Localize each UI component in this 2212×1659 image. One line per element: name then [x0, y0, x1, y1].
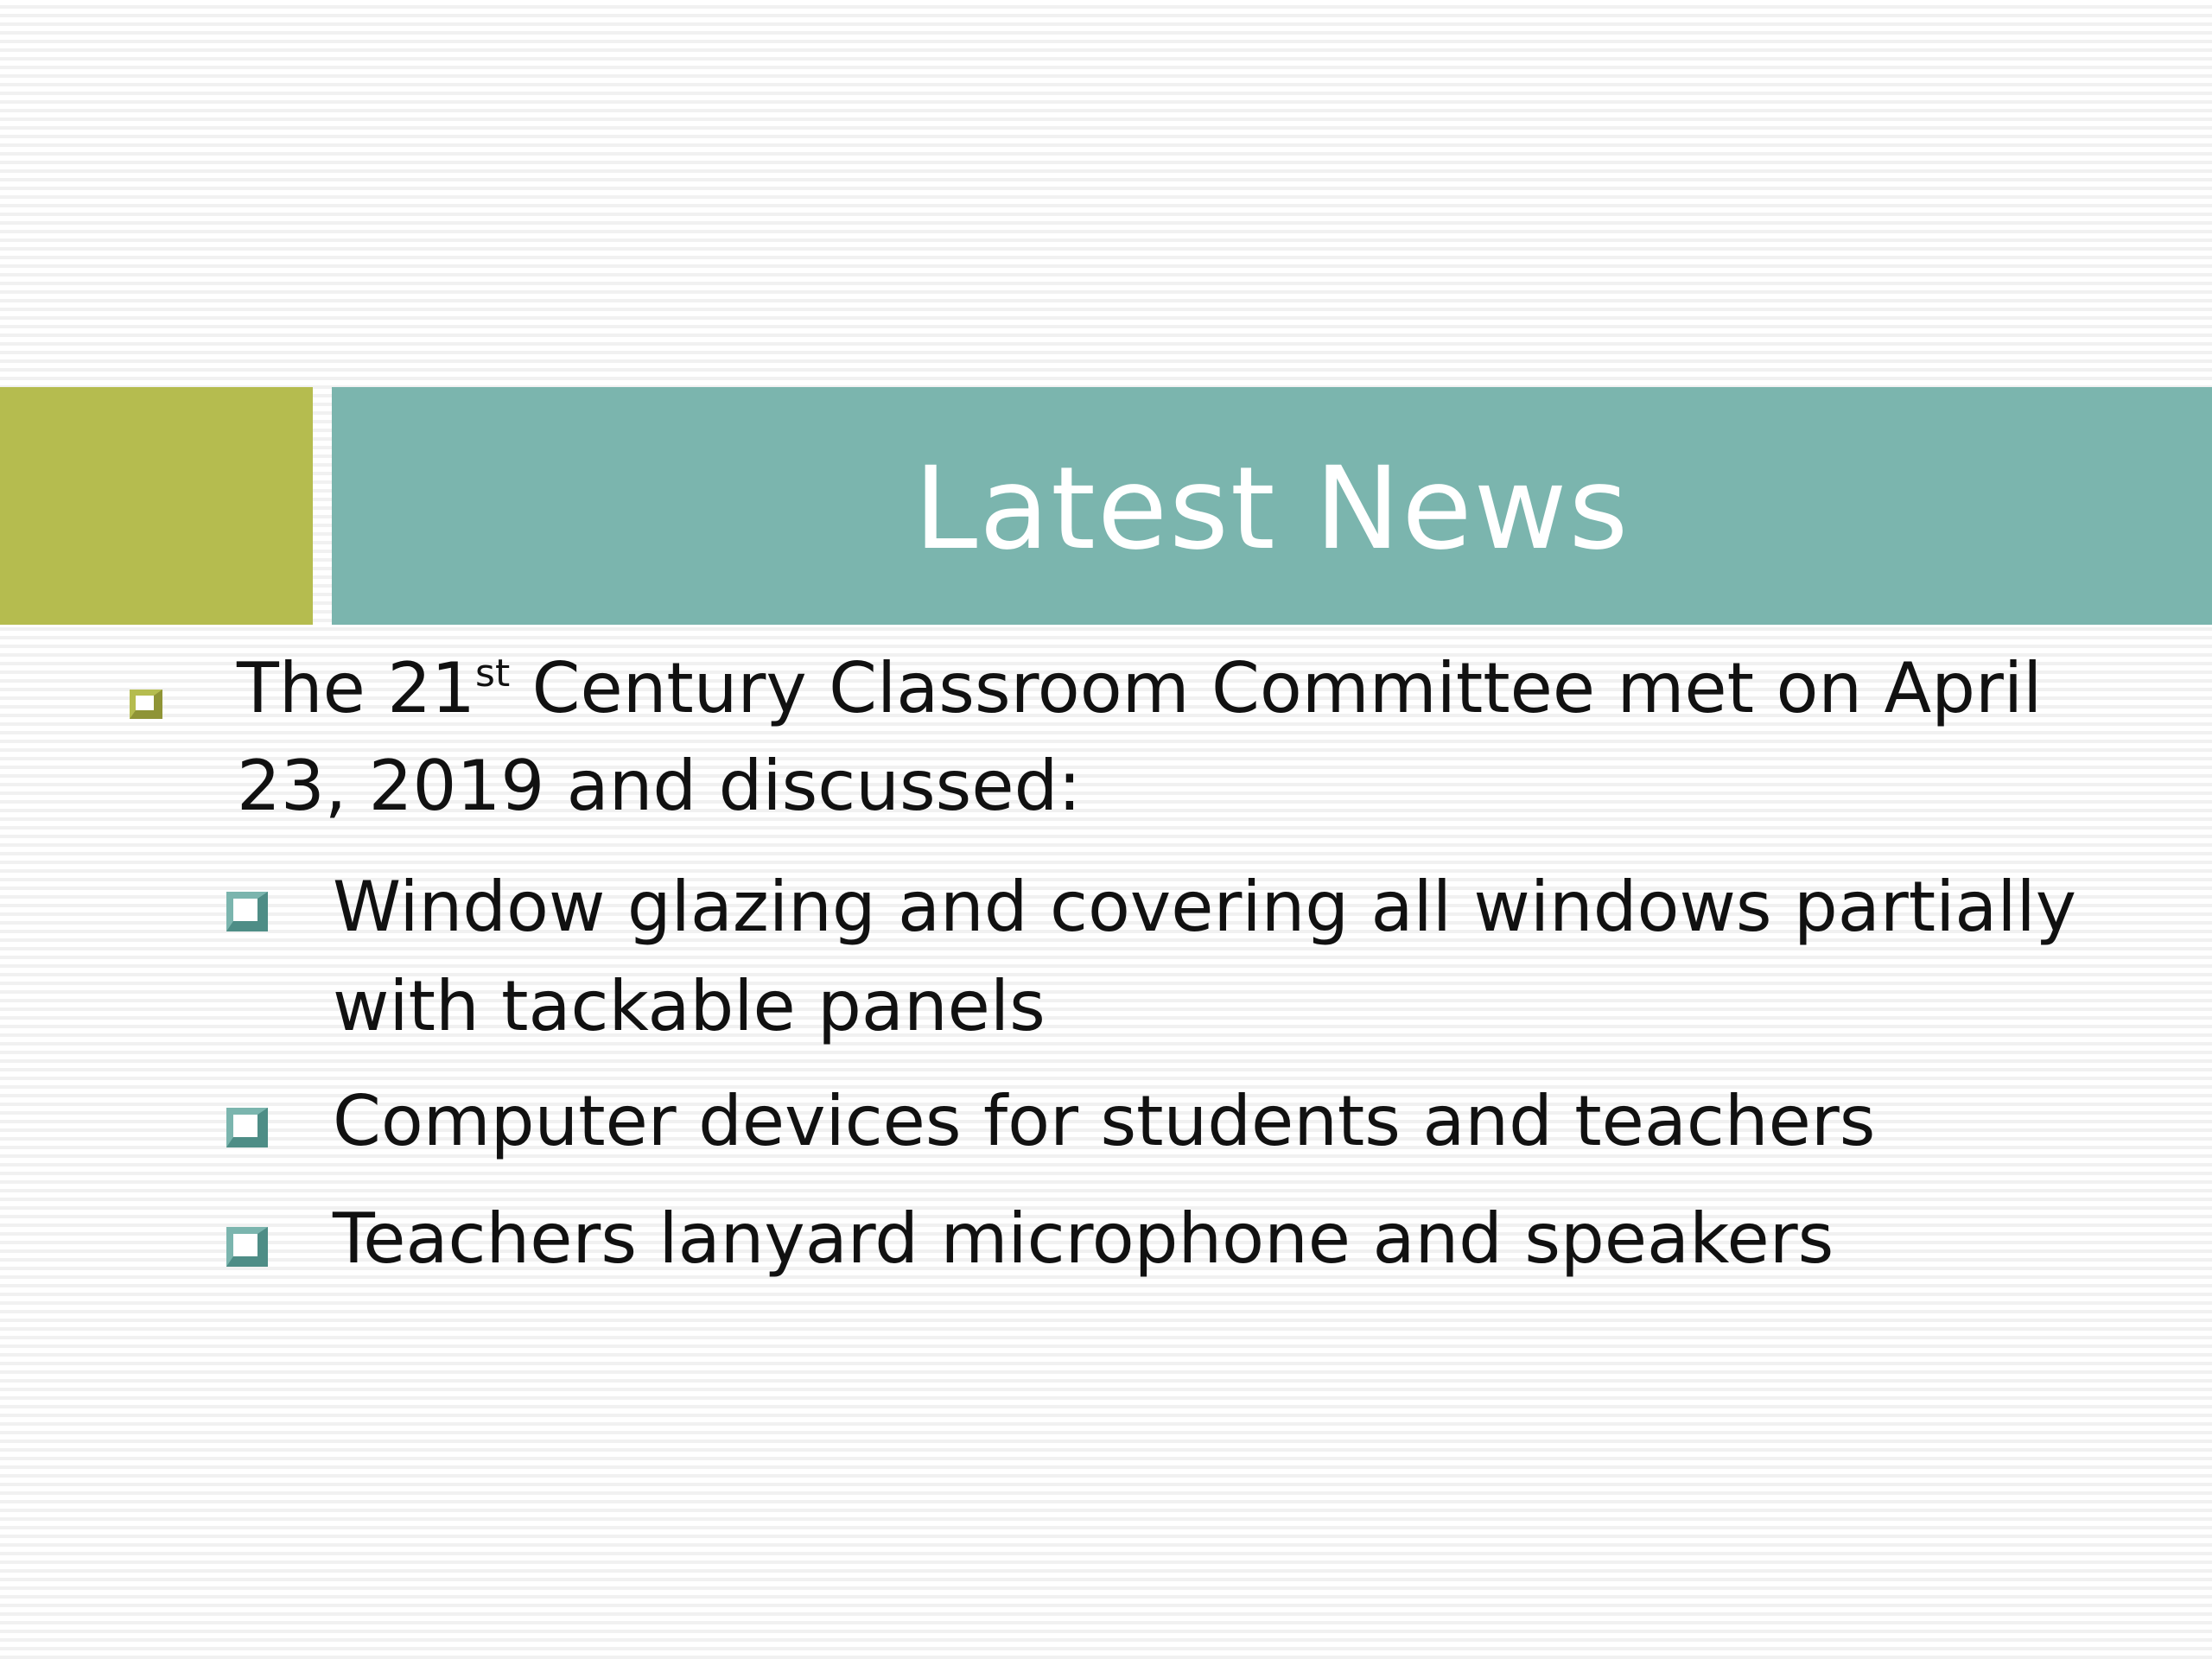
square-bullet-icon	[226, 1227, 268, 1267]
title-bar	[332, 387, 2212, 625]
main-bullet-text-end: Century Classroom Committee met on April 23, 2019 and discussed:	[237, 648, 2043, 826]
sub-bullet-item: Computer devices for students and teachers	[333, 1081, 1876, 1161]
sub-bullet-item: Teachers lanyard microphone and speakers	[333, 1198, 1834, 1279]
square-bullet-icon	[226, 892, 268, 931]
sub-bullet-item: Window glazing and covering all windows partially with tackable panels	[333, 867, 2077, 1046]
title-accent-block	[0, 387, 313, 625]
slide-title: Latest News	[913, 442, 1630, 575]
main-bullet-text-start: The 21	[237, 648, 476, 728]
square-bullet-icon	[226, 1108, 268, 1147]
main-bullet-text	[237, 639, 2094, 835]
square-bullet-icon	[130, 690, 162, 719]
ordinal-suffix: st	[475, 652, 511, 696]
